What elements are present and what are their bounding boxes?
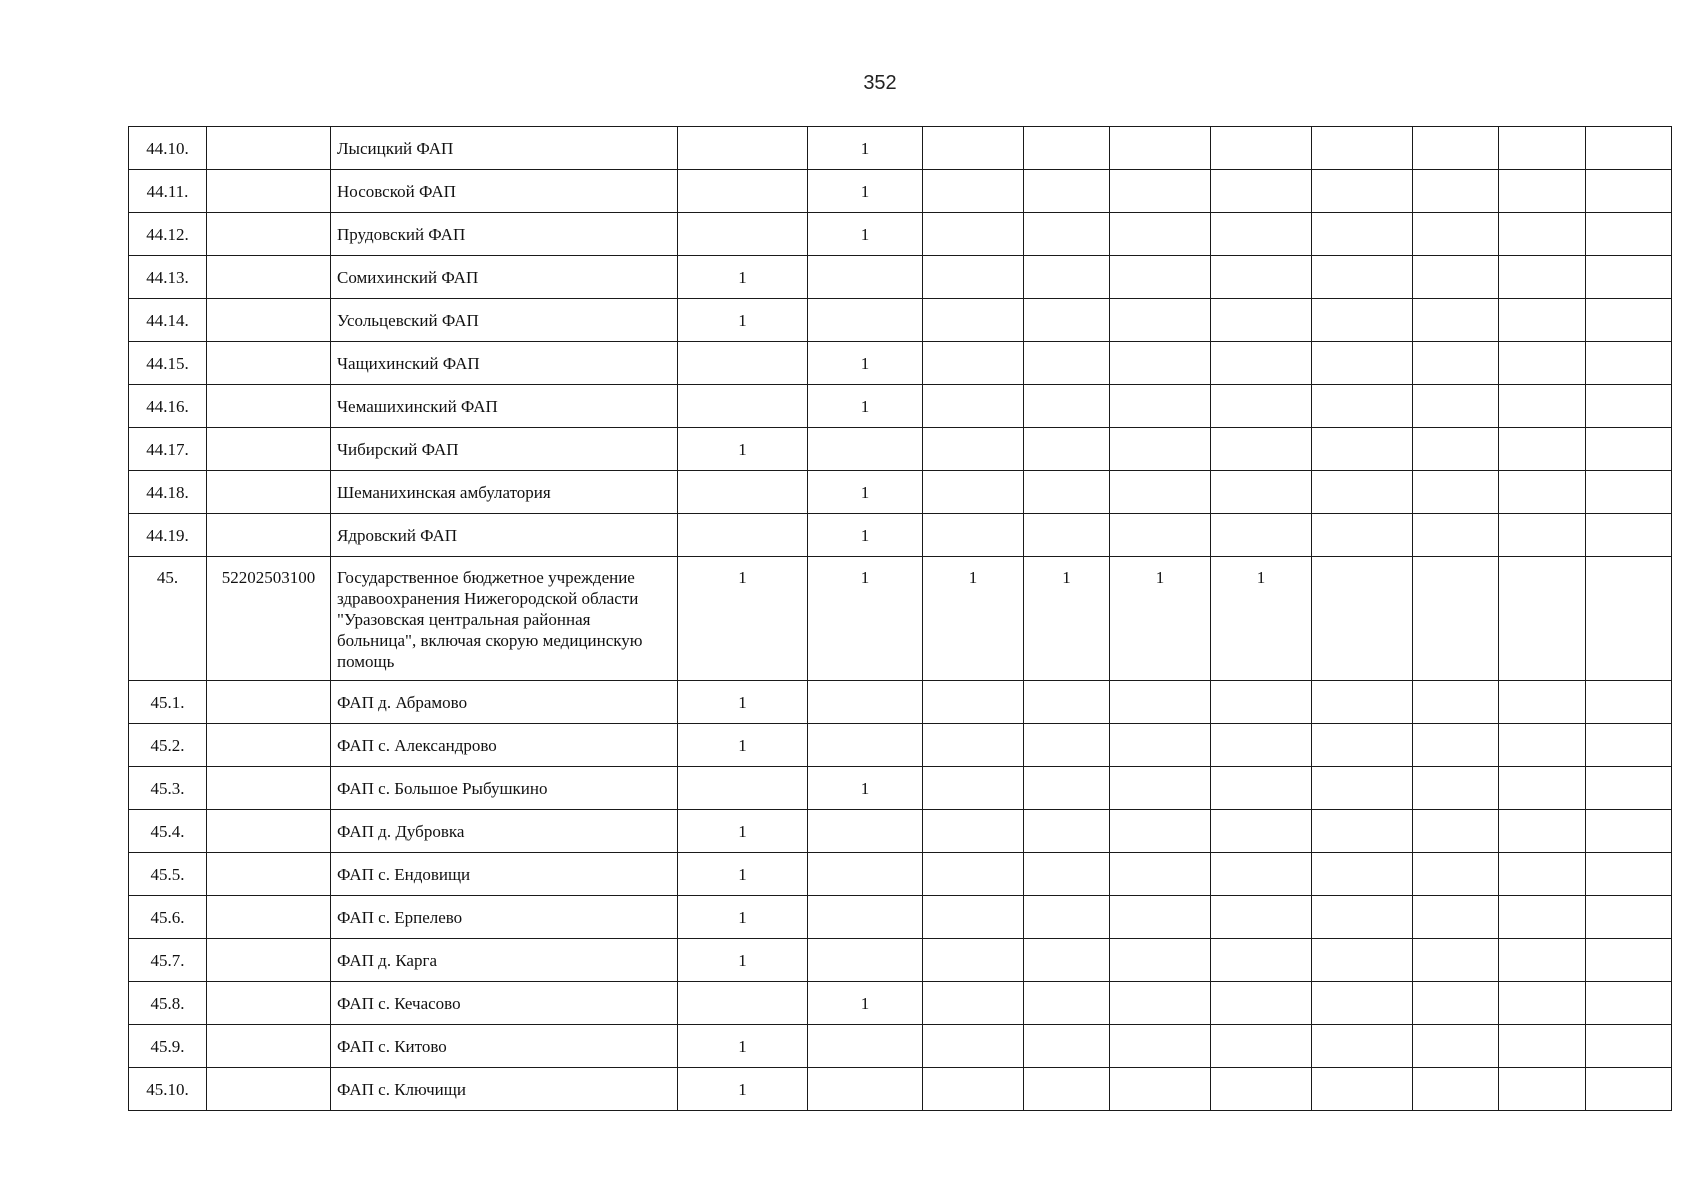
value-cell bbox=[678, 982, 808, 1025]
code-cell bbox=[207, 428, 331, 471]
value-cell bbox=[1413, 299, 1499, 342]
value-cell bbox=[1211, 767, 1312, 810]
value-cell bbox=[1024, 514, 1110, 557]
value-cell bbox=[923, 853, 1024, 896]
value-cell bbox=[808, 939, 923, 982]
value-cell bbox=[1110, 256, 1211, 299]
code-cell bbox=[207, 681, 331, 724]
value-cell bbox=[1413, 170, 1499, 213]
value-cell: 1 bbox=[678, 557, 808, 681]
value-cell bbox=[1499, 127, 1586, 170]
value-cell bbox=[1413, 514, 1499, 557]
value-cell bbox=[1413, 853, 1499, 896]
value-cell bbox=[1413, 896, 1499, 939]
value-cell: 1 bbox=[678, 299, 808, 342]
value-cell bbox=[1499, 514, 1586, 557]
value-cell bbox=[1110, 514, 1211, 557]
value-cell bbox=[923, 724, 1024, 767]
value-cell bbox=[923, 170, 1024, 213]
row-number-cell: 45.4. bbox=[129, 810, 207, 853]
value-cell bbox=[1024, 853, 1110, 896]
value-cell bbox=[1586, 767, 1672, 810]
row-number-cell: 44.13. bbox=[129, 256, 207, 299]
table-row bbox=[129, 428, 1672, 471]
value-cell bbox=[923, 1068, 1024, 1111]
value-cell bbox=[1586, 385, 1672, 428]
row-number-cell: 44.17. bbox=[129, 428, 207, 471]
value-cell bbox=[1110, 681, 1211, 724]
value-cell bbox=[1312, 1025, 1413, 1068]
value-cell bbox=[1312, 939, 1413, 982]
value-cell bbox=[808, 724, 923, 767]
table-row bbox=[129, 256, 1672, 299]
value-cell bbox=[1499, 213, 1586, 256]
value-cell bbox=[1024, 767, 1110, 810]
value-cell bbox=[1413, 1025, 1499, 1068]
value-cell bbox=[1312, 767, 1413, 810]
table-row bbox=[129, 1025, 1672, 1068]
value-cell bbox=[923, 342, 1024, 385]
value-cell bbox=[1413, 557, 1499, 681]
value-cell bbox=[1586, 810, 1672, 853]
value-cell bbox=[1499, 1025, 1586, 1068]
value-cell bbox=[1586, 514, 1672, 557]
value-cell bbox=[1586, 213, 1672, 256]
value-cell bbox=[1024, 428, 1110, 471]
value-cell bbox=[1499, 767, 1586, 810]
value-cell bbox=[1586, 853, 1672, 896]
value-cell bbox=[1110, 428, 1211, 471]
value-cell bbox=[1413, 1068, 1499, 1111]
value-cell bbox=[1413, 256, 1499, 299]
table-row bbox=[129, 767, 1672, 810]
value-cell bbox=[923, 681, 1024, 724]
value-cell: 1 bbox=[678, 853, 808, 896]
value-cell: 1 bbox=[808, 767, 923, 810]
value-cell bbox=[1110, 853, 1211, 896]
code-cell bbox=[207, 896, 331, 939]
value-cell bbox=[1312, 170, 1413, 213]
value-cell bbox=[1024, 170, 1110, 213]
value-cell bbox=[808, 853, 923, 896]
table-row bbox=[129, 213, 1672, 256]
row-number-cell: 44.11. bbox=[129, 170, 207, 213]
value-cell bbox=[1110, 1068, 1211, 1111]
value-cell bbox=[1499, 982, 1586, 1025]
value-cell bbox=[1586, 170, 1672, 213]
value-cell bbox=[1499, 939, 1586, 982]
value-cell bbox=[1499, 385, 1586, 428]
value-cell bbox=[808, 256, 923, 299]
value-cell bbox=[1499, 557, 1586, 681]
value-cell bbox=[1024, 299, 1110, 342]
value-cell bbox=[1499, 170, 1586, 213]
code-cell: 52202503100 bbox=[207, 557, 331, 681]
value-cell bbox=[1499, 1068, 1586, 1111]
value-cell: 1 bbox=[923, 557, 1024, 681]
facility-name-cell: ФАП с. Ключищи bbox=[331, 1068, 678, 1111]
value-cell bbox=[1211, 514, 1312, 557]
value-cell: 1 bbox=[678, 896, 808, 939]
value-cell bbox=[1110, 127, 1211, 170]
value-cell: 1 bbox=[808, 342, 923, 385]
value-cell bbox=[1211, 982, 1312, 1025]
row-number-cell: 44.14. bbox=[129, 299, 207, 342]
value-cell bbox=[1312, 896, 1413, 939]
value-cell: 1 bbox=[678, 681, 808, 724]
facility-name-cell: Чибирский ФАП bbox=[331, 428, 678, 471]
value-cell bbox=[1413, 681, 1499, 724]
table-row bbox=[129, 385, 1672, 428]
facility-name-cell: ФАП д. Карга bbox=[331, 939, 678, 982]
table-row bbox=[129, 170, 1672, 213]
value-cell bbox=[1110, 213, 1211, 256]
value-cell bbox=[1312, 256, 1413, 299]
value-cell bbox=[678, 342, 808, 385]
value-cell bbox=[1110, 810, 1211, 853]
value-cell bbox=[1024, 256, 1110, 299]
value-cell bbox=[1312, 299, 1413, 342]
row-number-cell: 44.16. bbox=[129, 385, 207, 428]
value-cell bbox=[808, 428, 923, 471]
code-cell bbox=[207, 256, 331, 299]
value-cell bbox=[1413, 342, 1499, 385]
code-cell bbox=[207, 385, 331, 428]
value-cell: 1 bbox=[808, 514, 923, 557]
facility-name-cell: ФАП с. Александрово bbox=[331, 724, 678, 767]
value-cell bbox=[923, 810, 1024, 853]
value-cell bbox=[1413, 127, 1499, 170]
facility-name-cell: ФАП с. Ендовищи bbox=[331, 853, 678, 896]
table-row bbox=[129, 681, 1672, 724]
value-cell bbox=[923, 428, 1024, 471]
value-cell bbox=[1586, 681, 1672, 724]
value-cell bbox=[1413, 213, 1499, 256]
table-row bbox=[129, 514, 1672, 557]
table-row bbox=[129, 853, 1672, 896]
value-cell bbox=[1586, 127, 1672, 170]
value-cell bbox=[1499, 299, 1586, 342]
value-cell: 1 bbox=[678, 810, 808, 853]
value-cell bbox=[1586, 982, 1672, 1025]
value-cell: 1 bbox=[678, 724, 808, 767]
row-number-cell: 45.8. bbox=[129, 982, 207, 1025]
value-cell bbox=[1499, 724, 1586, 767]
value-cell bbox=[1499, 256, 1586, 299]
code-cell bbox=[207, 1025, 331, 1068]
code-cell bbox=[207, 810, 331, 853]
value-cell bbox=[923, 939, 1024, 982]
code-cell bbox=[207, 514, 331, 557]
value-cell bbox=[1211, 853, 1312, 896]
value-cell bbox=[808, 1068, 923, 1111]
value-cell bbox=[923, 385, 1024, 428]
row-number-cell: 45.6. bbox=[129, 896, 207, 939]
value-cell: 1 bbox=[678, 939, 808, 982]
value-cell bbox=[1312, 557, 1413, 681]
table-row bbox=[129, 724, 1672, 767]
value-cell bbox=[1024, 810, 1110, 853]
value-cell bbox=[678, 170, 808, 213]
value-cell bbox=[1024, 213, 1110, 256]
table-row bbox=[129, 939, 1672, 982]
value-cell bbox=[1413, 939, 1499, 982]
facility-name-cell: ФАП с. Кечасово bbox=[331, 982, 678, 1025]
value-cell bbox=[1312, 1068, 1413, 1111]
value-cell bbox=[1211, 896, 1312, 939]
value-cell bbox=[1312, 127, 1413, 170]
page-number: 352 bbox=[863, 72, 897, 94]
value-cell bbox=[1110, 342, 1211, 385]
value-cell bbox=[1024, 1068, 1110, 1111]
table-row bbox=[129, 810, 1672, 853]
value-cell bbox=[1211, 127, 1312, 170]
facility-name-cell: ФАП д. Дубровка bbox=[331, 810, 678, 853]
value-cell bbox=[1586, 1068, 1672, 1111]
facility-name-cell: Чемашихинский ФАП bbox=[331, 385, 678, 428]
row-number-cell: 44.18. bbox=[129, 471, 207, 514]
code-cell bbox=[207, 299, 331, 342]
value-cell bbox=[1024, 896, 1110, 939]
facility-name-cell: Шеманихинская амбулатория bbox=[331, 471, 678, 514]
row-number-cell: 45.9. bbox=[129, 1025, 207, 1068]
value-cell bbox=[1110, 939, 1211, 982]
value-cell: 1 bbox=[678, 1025, 808, 1068]
value-cell: 1 bbox=[808, 213, 923, 256]
facility-name-cell: Носовской ФАП bbox=[331, 170, 678, 213]
value-cell bbox=[1586, 428, 1672, 471]
row-number-cell: 45.2. bbox=[129, 724, 207, 767]
value-cell bbox=[1110, 982, 1211, 1025]
value-cell bbox=[1413, 724, 1499, 767]
value-cell bbox=[923, 1025, 1024, 1068]
value-cell bbox=[1024, 471, 1110, 514]
value-cell bbox=[1110, 170, 1211, 213]
value-cell bbox=[1024, 982, 1110, 1025]
code-cell bbox=[207, 853, 331, 896]
value-cell bbox=[1211, 256, 1312, 299]
table-row bbox=[129, 557, 1672, 681]
value-cell bbox=[1024, 1025, 1110, 1068]
value-cell: 1 bbox=[1024, 557, 1110, 681]
value-cell: 1 bbox=[808, 127, 923, 170]
code-cell bbox=[207, 170, 331, 213]
value-cell bbox=[1110, 896, 1211, 939]
value-cell bbox=[1586, 342, 1672, 385]
value-cell bbox=[808, 896, 923, 939]
value-cell bbox=[1413, 471, 1499, 514]
value-cell bbox=[923, 127, 1024, 170]
value-cell bbox=[1110, 299, 1211, 342]
value-cell bbox=[1586, 896, 1672, 939]
facility-name-cell: Сомихинский ФАП bbox=[331, 256, 678, 299]
value-cell bbox=[1413, 385, 1499, 428]
facility-name-cell: Ядровский ФАП bbox=[331, 514, 678, 557]
value-cell: 1 bbox=[678, 1068, 808, 1111]
value-cell bbox=[1211, 299, 1312, 342]
value-cell bbox=[1110, 767, 1211, 810]
registry-table bbox=[128, 126, 1672, 1111]
value-cell bbox=[1312, 471, 1413, 514]
value-cell: 1 bbox=[678, 428, 808, 471]
value-cell bbox=[1211, 810, 1312, 853]
value-cell bbox=[1211, 170, 1312, 213]
row-number-cell: 45. bbox=[129, 557, 207, 681]
value-cell bbox=[1024, 681, 1110, 724]
row-number-cell: 44.12. bbox=[129, 213, 207, 256]
value-cell bbox=[678, 471, 808, 514]
value-cell bbox=[1312, 514, 1413, 557]
value-cell bbox=[1586, 471, 1672, 514]
table-row bbox=[129, 127, 1672, 170]
table-row bbox=[129, 1068, 1672, 1111]
facility-name-cell: Лысицкий ФАП bbox=[331, 127, 678, 170]
value-cell bbox=[1024, 385, 1110, 428]
row-number-cell: 44.19. bbox=[129, 514, 207, 557]
value-cell bbox=[1499, 853, 1586, 896]
facility-name-cell: ФАП д. Абрамово bbox=[331, 681, 678, 724]
value-cell bbox=[1499, 681, 1586, 724]
row-number-cell: 45.1. bbox=[129, 681, 207, 724]
value-cell: 1 bbox=[808, 471, 923, 514]
value-cell: 1 bbox=[678, 256, 808, 299]
value-cell bbox=[808, 1025, 923, 1068]
value-cell bbox=[1110, 724, 1211, 767]
facility-name-cell: ФАП с. Китово bbox=[331, 1025, 678, 1068]
value-cell bbox=[678, 213, 808, 256]
facility-name-cell: Государственное бюджетное учреждение здравоохранения Нижегородской области "Уразовская центральная районная больница", включая скорую медицинскую помощь bbox=[331, 557, 678, 681]
value-cell bbox=[678, 385, 808, 428]
code-cell bbox=[207, 767, 331, 810]
value-cell bbox=[1312, 810, 1413, 853]
row-number-cell: 45.10. bbox=[129, 1068, 207, 1111]
row-number-cell: 44.10. bbox=[129, 127, 207, 170]
code-cell bbox=[207, 471, 331, 514]
value-cell bbox=[1499, 428, 1586, 471]
value-cell bbox=[1312, 724, 1413, 767]
table-row bbox=[129, 896, 1672, 939]
value-cell bbox=[1211, 681, 1312, 724]
value-cell bbox=[1211, 939, 1312, 982]
value-cell bbox=[1110, 471, 1211, 514]
row-number-cell: 44.15. bbox=[129, 342, 207, 385]
value-cell bbox=[1211, 385, 1312, 428]
value-cell bbox=[1312, 982, 1413, 1025]
code-cell bbox=[207, 342, 331, 385]
value-cell bbox=[1211, 1068, 1312, 1111]
code-cell bbox=[207, 724, 331, 767]
value-cell bbox=[1586, 939, 1672, 982]
value-cell bbox=[1211, 724, 1312, 767]
row-number-cell: 45.7. bbox=[129, 939, 207, 982]
value-cell bbox=[1211, 342, 1312, 385]
value-cell: 1 bbox=[808, 170, 923, 213]
value-cell bbox=[923, 471, 1024, 514]
value-cell bbox=[1499, 810, 1586, 853]
table-row bbox=[129, 299, 1672, 342]
facility-name-cell: ФАП с. Ерпелево bbox=[331, 896, 678, 939]
value-cell bbox=[1312, 385, 1413, 428]
code-cell bbox=[207, 1068, 331, 1111]
value-cell bbox=[1586, 256, 1672, 299]
value-cell bbox=[923, 767, 1024, 810]
value-cell bbox=[1211, 213, 1312, 256]
value-cell bbox=[1312, 681, 1413, 724]
value-cell bbox=[1211, 471, 1312, 514]
value-cell bbox=[1586, 557, 1672, 681]
code-cell bbox=[207, 982, 331, 1025]
value-cell bbox=[1499, 471, 1586, 514]
value-cell bbox=[923, 299, 1024, 342]
value-cell bbox=[1586, 1025, 1672, 1068]
table-body bbox=[129, 127, 1672, 1111]
value-cell: 1 bbox=[1211, 557, 1312, 681]
code-cell bbox=[207, 213, 331, 256]
value-cell bbox=[1312, 213, 1413, 256]
value-cell bbox=[1312, 853, 1413, 896]
value-cell bbox=[678, 127, 808, 170]
value-cell: 1 bbox=[808, 385, 923, 428]
value-cell bbox=[1413, 767, 1499, 810]
value-cell bbox=[1413, 428, 1499, 471]
value-cell bbox=[678, 767, 808, 810]
value-cell: 1 bbox=[1110, 557, 1211, 681]
value-cell bbox=[808, 299, 923, 342]
value-cell bbox=[1211, 1025, 1312, 1068]
facility-name-cell: ФАП с. Большое Рыбушкино bbox=[331, 767, 678, 810]
value-cell bbox=[808, 681, 923, 724]
value-cell bbox=[1110, 1025, 1211, 1068]
value-cell bbox=[808, 810, 923, 853]
value-cell bbox=[923, 514, 1024, 557]
code-cell bbox=[207, 939, 331, 982]
value-cell bbox=[1312, 342, 1413, 385]
value-cell bbox=[1499, 896, 1586, 939]
value-cell bbox=[1586, 299, 1672, 342]
value-cell bbox=[1024, 724, 1110, 767]
facility-name-cell: Прудовский ФАП bbox=[331, 213, 678, 256]
value-cell bbox=[1413, 982, 1499, 1025]
table-row bbox=[129, 342, 1672, 385]
value-cell bbox=[923, 896, 1024, 939]
value-cell bbox=[1024, 342, 1110, 385]
value-cell bbox=[1499, 342, 1586, 385]
value-cell bbox=[1413, 810, 1499, 853]
value-cell bbox=[923, 982, 1024, 1025]
code-cell bbox=[207, 127, 331, 170]
facility-name-cell: Чащихинский ФАП bbox=[331, 342, 678, 385]
value-cell bbox=[1211, 428, 1312, 471]
value-cell bbox=[1024, 939, 1110, 982]
value-cell bbox=[923, 256, 1024, 299]
row-number-cell: 45.3. bbox=[129, 767, 207, 810]
value-cell bbox=[1110, 385, 1211, 428]
value-cell bbox=[923, 213, 1024, 256]
value-cell: 1 bbox=[808, 982, 923, 1025]
table-row bbox=[129, 471, 1672, 514]
facility-name-cell: Усольцевский ФАП bbox=[331, 299, 678, 342]
row-number-cell: 45.5. bbox=[129, 853, 207, 896]
value-cell bbox=[678, 514, 808, 557]
value-cell bbox=[1586, 724, 1672, 767]
table-row bbox=[129, 982, 1672, 1025]
value-cell bbox=[1024, 127, 1110, 170]
value-cell bbox=[1312, 428, 1413, 471]
value-cell: 1 bbox=[808, 557, 923, 681]
